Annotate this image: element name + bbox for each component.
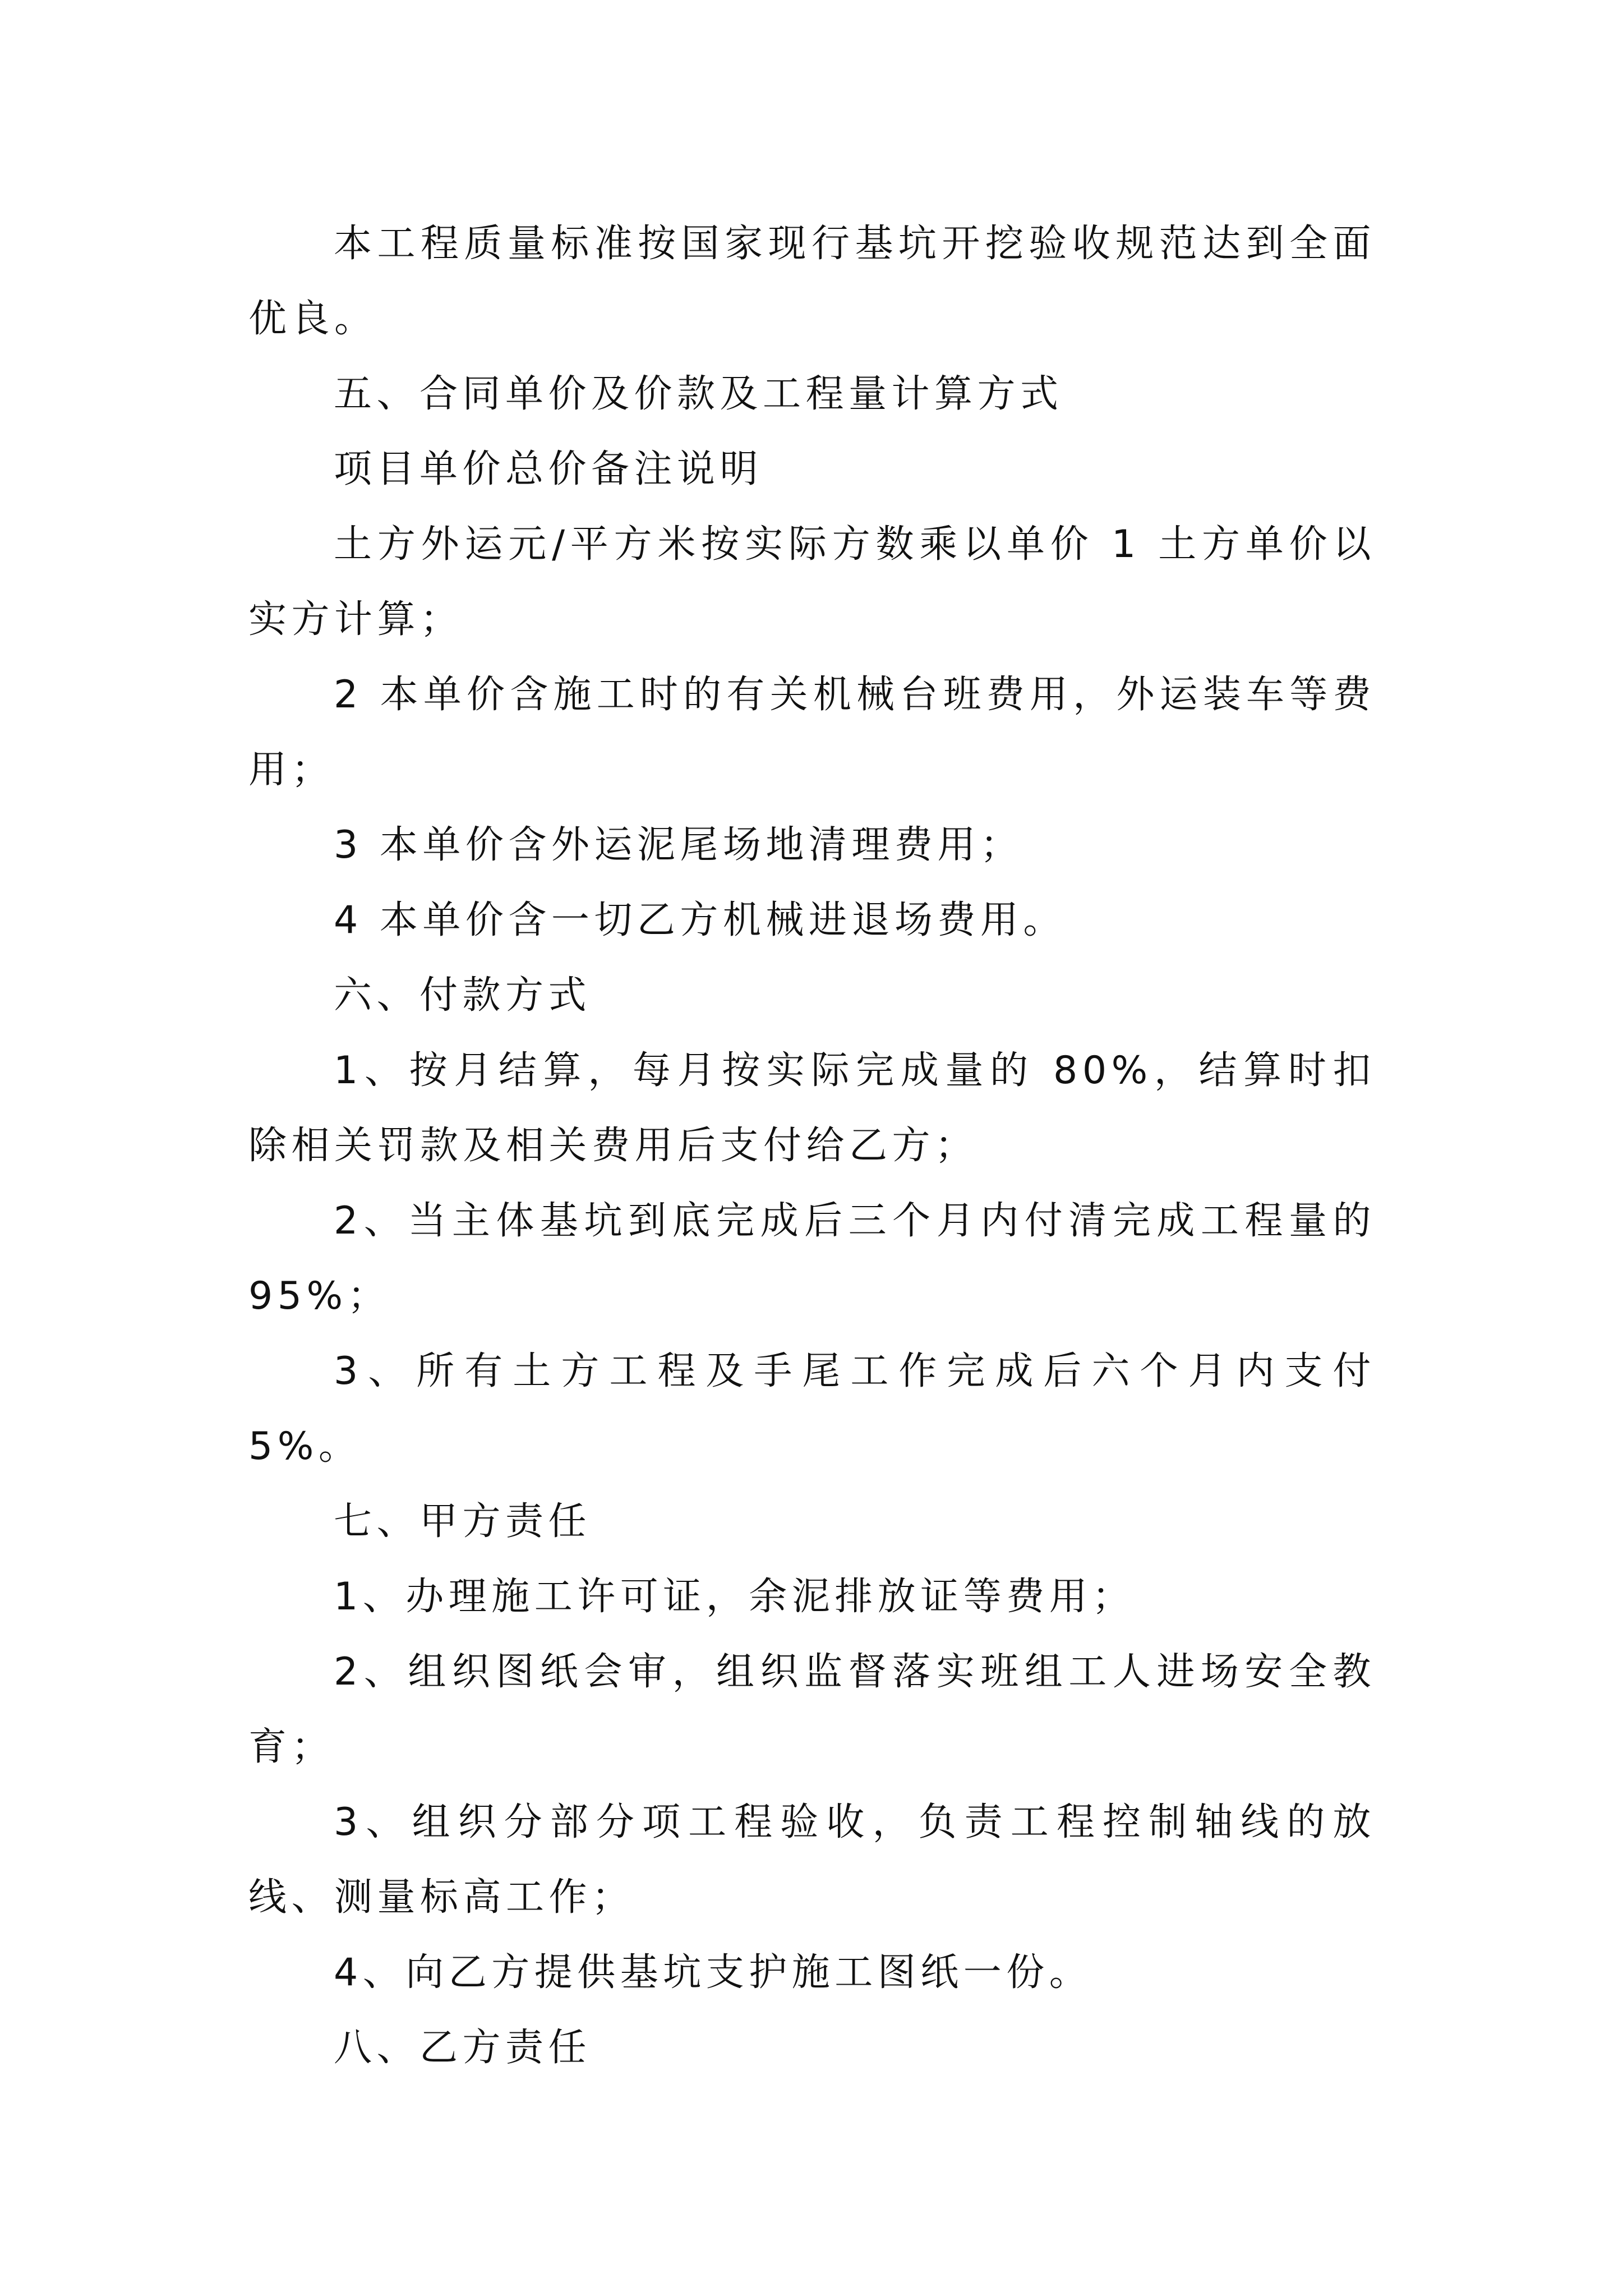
paragraph-payment-3: 3、所有土方工程及手尾工作完成后六个月内支付 5%。 (248, 1349, 1376, 1469)
document-body (248, 206, 1376, 2086)
paragraph-party-a-1: 1、办理施工许可证，余泥排放证等费用； (334, 1575, 1135, 1619)
section-heading-7: 七、甲方责任 (334, 1499, 592, 1544)
paragraph-party-a-2: 2、组织图纸会审，组织监督落实班组工人进场安全教育； (248, 1650, 1376, 1769)
paragraph-party-a-4: 4、向乙方提供基坑支护施工图纸一份。 (334, 1950, 1092, 1995)
paragraph-payment-1: 1、按月结算，每月按实际完成量的 80%，结算时扣除相关罚款及相关费用后支付给乙方； (248, 1048, 1376, 1168)
paragraph-payment-2: 2、当主体基坑到底完成后三个月内付清完成工程量的95%； (248, 1199, 1376, 1318)
paragraph-price-item-1: 土方外运元/平方米按实际方数乘以单价 1 土方单价以实方计算； (248, 522, 1376, 642)
paragraph-price-item-4: 4 本单价含一切乙方机械进退场费用。 (334, 898, 1066, 942)
paragraph-quality-standard: 本工程质量标准按国家现行基坑开挖验收规范达到全面优良。 (248, 222, 1376, 341)
section-heading-5: 五、合同单价及价款及工程量计算方式 (334, 372, 1063, 416)
table-header-line: 项目单价总价备注说明 (334, 447, 763, 491)
section-heading-8: 八、乙方责任 (334, 2026, 592, 2070)
paragraph-price-item-3: 3 本单价含外运泥尾场地清理费用； (334, 823, 1023, 867)
paragraph-price-item-2: 2 本单价含施工时的有关机械台班费用，外运装车等费用； (248, 673, 1376, 792)
paragraph-party-a-3: 3、组织分部分项工程验收，负责工程控制轴线的放线、测量标高工作； (248, 1800, 1376, 1920)
section-heading-6: 六、付款方式 (334, 973, 592, 1018)
